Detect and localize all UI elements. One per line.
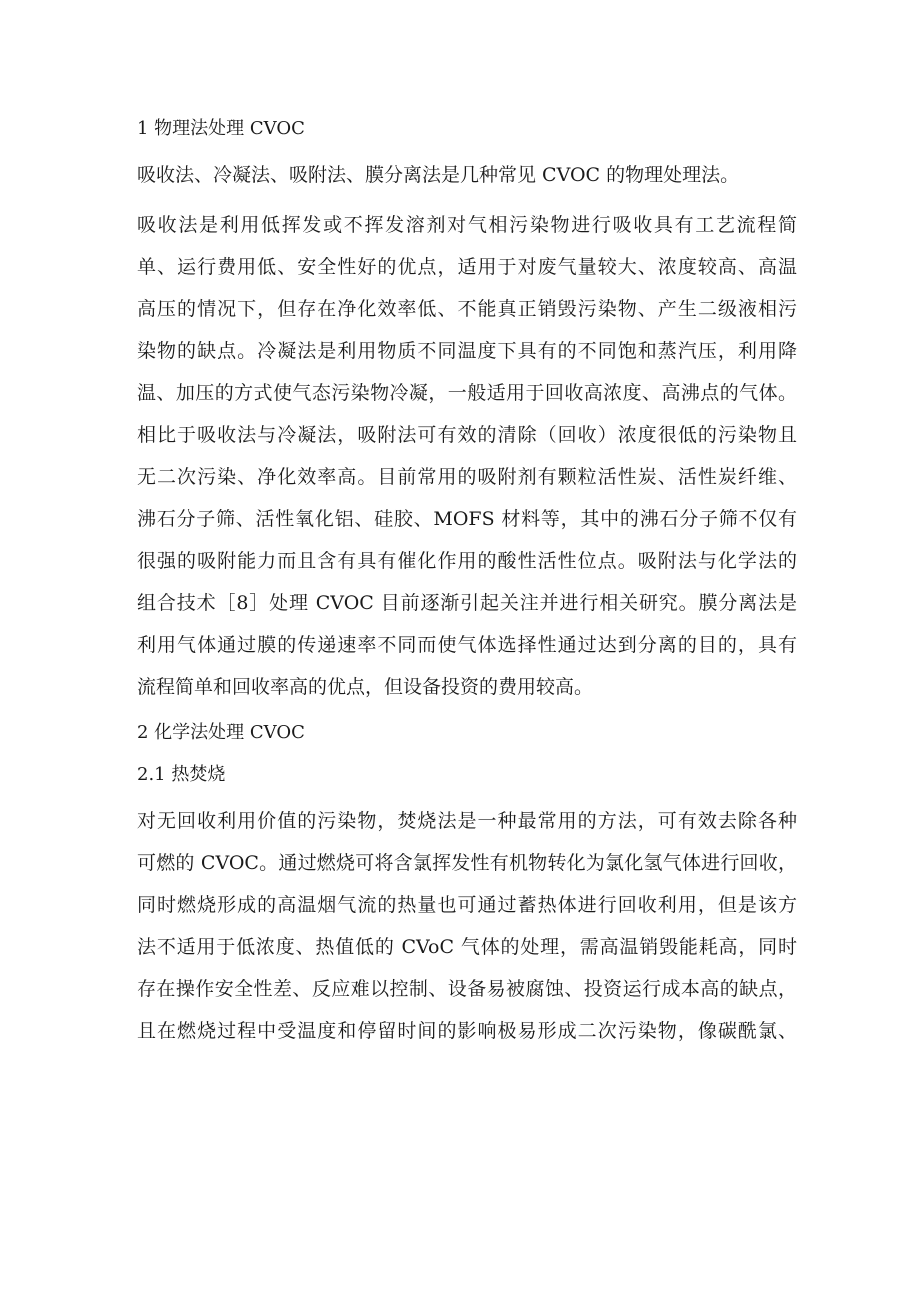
text-line: 相比于吸收法与冷凝法，吸附法可有效的清除（回收）浓度很低的污染物且 xyxy=(137,424,797,446)
text-line: 流程简单和回收率高的优点，但设备投资的费用较高。 xyxy=(137,676,594,698)
text-line: 沸石分子筛、活性氧化铝、硅胶、MOFS 材料等，其中的沸石分子筛不仅有 xyxy=(137,508,797,530)
text-line: 无二次污染、净化效率高。目前常用的吸附剂有颗粒活性炭、活性炭纤维、 xyxy=(137,466,797,488)
text-line: 染物的缺点。冷凝法是利用物质不同温度下具有的不同饱和蒸汽压，利用降 xyxy=(137,340,797,362)
text-line: 吸收法、冷凝法、吸附法、膜分离法是几种常见 CVOC 的物理处理法。 xyxy=(137,164,740,186)
text-line: 高压的情况下，但存在净化效率低、不能真正销毁污染物、产生二级液相污 xyxy=(137,298,797,320)
text-line: 对无回收利用价值的污染物，焚烧法是一种最常用的方法，可有效去除各种 xyxy=(137,810,797,832)
paragraph-intro xyxy=(137,154,797,196)
text-line: 且在燃烧过程中受温度和停留时间的影响极易形成二次污染物，像碳酰氯、 xyxy=(137,1020,797,1042)
text-line: 可燃的 CVOC。通过燃烧可将含氯挥发性有机物转化为氯化氢气体进行回收， xyxy=(137,852,797,874)
paragraph-incineration xyxy=(137,800,797,1052)
paragraph-physical-methods xyxy=(137,204,797,708)
text-line: 法不适用于低浓度、热值低的 CVoC 气体的处理，需高温销毁能耗高，同时 xyxy=(137,936,797,958)
subsection-heading-2-1: 2.1 热焚烧 xyxy=(137,764,226,785)
text-line: 温、加压的方式使气态污染物冷凝，一般适用于回收高浓度、高沸点的气体。 xyxy=(137,382,797,404)
text-line: 利用气体通过膜的传递速率不同而使气体选择性通过达到分离的目的，具有 xyxy=(137,634,797,656)
text-line: 单、运行费用低、安全性好的优点，适用于对废气量较大、浓度较高、高温 xyxy=(137,256,797,278)
text-line: 组合技术［8］处理 CVOC 目前逐渐引起关注并进行相关研究。膜分离法是 xyxy=(137,592,797,614)
text-line: 很强的吸附能力而且含有具有催化作用的酸性活性位点。吸附法与化学法的 xyxy=(137,550,797,572)
section-heading-1: 1 物理法处理 CVOC xyxy=(137,118,305,139)
text-line: 同时燃烧形成的高温烟气流的热量也可通过蓄热体进行回收利用，但是该方 xyxy=(137,894,797,916)
document-page xyxy=(137,112,797,1060)
text-line: 存在操作安全性差、反应难以控制、设备易被腐蚀、投资运行成本高的缺点， xyxy=(137,978,797,1000)
section-heading-2: 2 化学法处理 CVOC xyxy=(137,722,305,743)
text-line: 吸收法是利用低挥发或不挥发溶剂对气相污染物进行吸收具有工艺流程简 xyxy=(137,214,797,236)
